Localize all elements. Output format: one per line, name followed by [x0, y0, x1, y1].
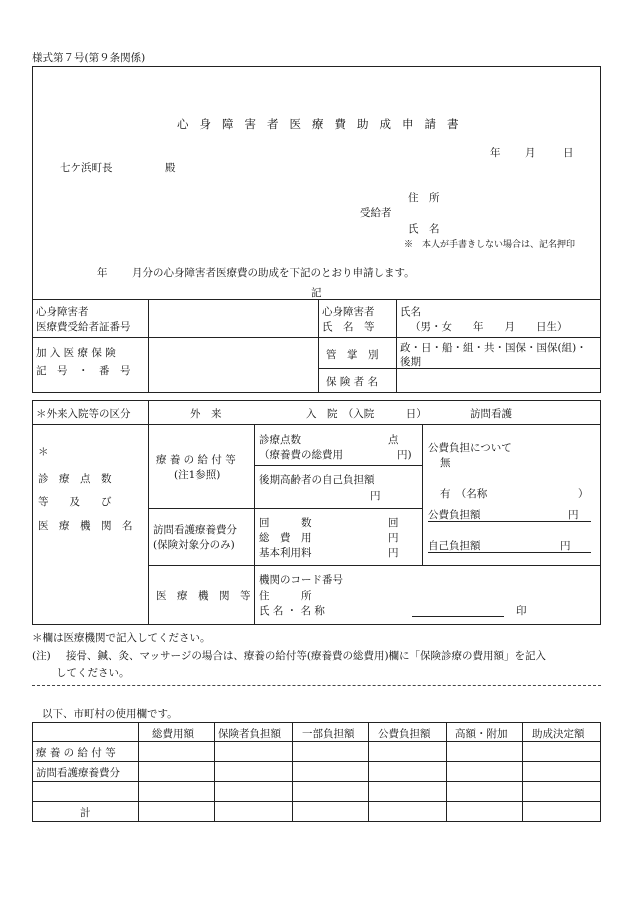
col-header-decision: 助成決定額 [532, 728, 585, 740]
cert-label-1: 心身障害者 [36, 306, 89, 318]
public-yes-close: ） [578, 488, 589, 500]
mayor-name: 七ケ浜町長 [60, 162, 113, 174]
left-label-2: 等 及 び [38, 496, 112, 508]
office-vline-2 [214, 722, 215, 821]
office-vline-6 [522, 722, 523, 821]
visit-vline-3 [422, 424, 423, 565]
benefit-label-1: 療 養 の 給 付 等 [156, 454, 236, 466]
visit-vline-2 [254, 424, 255, 624]
info-line-2 [32, 337, 601, 338]
office-line-4 [32, 801, 601, 802]
office-line-5 [32, 821, 601, 822]
inst-name-label: 氏 名 ・ 名 称 [259, 605, 325, 617]
office-line-2 [32, 761, 601, 762]
office-vline-1 [138, 722, 139, 821]
inpatient-option: 入 院 （入院 日） [306, 408, 427, 420]
total-label: 総 費 用 [259, 532, 312, 544]
jurisdiction-options-2: 後期 [400, 356, 421, 368]
ki-mark: 記 [311, 287, 322, 299]
visit-right [600, 400, 601, 624]
note-2-cont: してください。 [56, 667, 130, 679]
elderly-unit: 円 [370, 490, 381, 502]
frame-right [600, 66, 601, 393]
page-title: 心身障害者医療費助成申請書 [177, 117, 470, 131]
date-day: 日 [563, 147, 574, 159]
left-label-3: 医 療 機 関 名 [38, 520, 133, 532]
inst-name-underline [412, 616, 504, 617]
institution-label: 医 療 機 関 等 [156, 590, 251, 602]
office-vline-3 [292, 722, 293, 821]
request-text: 月分の心身障害者医療費の助成を下記のとおり申請します。 [132, 267, 415, 279]
person-label-1: 心身障害者 [322, 306, 375, 318]
col-header-partial-share: 一部負担額 [302, 728, 355, 740]
info-vline-2 [318, 299, 319, 392]
info-line-1 [32, 299, 601, 300]
seal-mark: 印 [516, 605, 527, 617]
info-line-3 [318, 368, 601, 369]
left-asterisk: ＊ [38, 446, 49, 458]
inst-address-label: 住 所 [259, 590, 312, 602]
office-line-0 [32, 722, 601, 723]
col-header-public-share: 公費負担額 [378, 728, 431, 740]
total-cost-unit: 円) [397, 449, 412, 461]
visit-vline-1 [148, 400, 149, 624]
category-label: ＊外来入院等の区分 [36, 408, 131, 420]
insurer-label: 保 険 者 名 [326, 376, 379, 388]
office-vline-5 [446, 722, 447, 821]
public-amount-unit: 円 [568, 509, 579, 521]
request-year: 年 [97, 267, 108, 279]
visit-top [32, 400, 601, 401]
office-vline-4 [368, 722, 369, 821]
home-nursing-option: 訪問看護 [470, 408, 512, 420]
col-header-insurer-share: 保険者負担額 [218, 728, 281, 740]
signature-note: ※ 本人が手書きしない場合は、記名押印 [404, 240, 576, 250]
recipient-label: 受給者 [360, 207, 392, 219]
public-yes: 有 （名称 [440, 488, 488, 500]
office-line-3 [32, 781, 601, 782]
visit-line-3 [148, 508, 422, 509]
info-vline-3 [396, 299, 397, 392]
nursing-label-1: 訪問看護療養費分 [153, 524, 237, 536]
times-label: 回 数 [259, 517, 312, 529]
date-year: 年 [490, 147, 501, 159]
visit-bottom [32, 624, 601, 625]
visit-line-2 [254, 465, 422, 466]
public-amount-underline [428, 521, 591, 522]
elderly-label: 後期高齢者の自己負担額 [259, 474, 375, 486]
note-2-mark: (注) [32, 650, 51, 662]
col-header-high-cost: 高額・附加 [455, 728, 508, 740]
name-prefix: 氏名 [400, 306, 421, 318]
row-label-total: 計 [80, 807, 91, 819]
honorific: 殿 [165, 162, 176, 174]
public-about: 公費負担について [428, 442, 512, 454]
frame-top [32, 66, 601, 67]
frame-left [32, 66, 33, 393]
self-amount-unit: 円 [560, 540, 571, 552]
total-cost-label: （療養費の総費用 [259, 449, 343, 461]
col-header-total-cost: 総費用額 [152, 728, 194, 740]
points-label: 診療点数 [259, 434, 301, 446]
outpatient-option: 外 来 [190, 408, 222, 420]
base-fee-unit: 円 [388, 547, 399, 559]
self-amount-label: 自己負担額 [428, 540, 481, 552]
insurance-label-2: 記 号 ・ 番 号 [36, 365, 131, 377]
code-label: 機関のコード番号 [259, 574, 343, 586]
jurisdiction-label: 管 掌 別 [326, 349, 379, 361]
base-fee-label: 基本利用料 [259, 547, 312, 559]
points-unit: 点 [388, 434, 399, 446]
office-vline-0 [32, 722, 33, 821]
address-label: 住 所 [408, 192, 440, 204]
times-unit: 回 [388, 517, 399, 529]
office-vline-7 [600, 722, 601, 821]
public-none: 無 [440, 457, 451, 469]
visit-left [32, 400, 33, 624]
jurisdiction-options-1: 政・日・船・組・共・国保・国保(組)・ [400, 342, 587, 354]
info-vline-1 [148, 299, 149, 392]
nursing-label-2: (保険対象分のみ) [153, 539, 235, 551]
self-amount-underline [428, 552, 591, 553]
total-unit: 円 [388, 532, 399, 544]
cut-line [32, 685, 601, 686]
row-label-benefit: 療 養 の 給 付 等 [36, 747, 116, 759]
visit-line-1 [32, 424, 601, 425]
info-line-4 [32, 392, 601, 393]
visit-line-4 [148, 565, 601, 566]
date-month: 月 [525, 147, 536, 159]
person-label-2: 氏 名 等 [322, 321, 375, 333]
public-amount-label: 公費負担額 [428, 509, 481, 521]
row-label-nursing: 訪問看護療養費分 [36, 767, 120, 779]
name-label: 氏 名 [408, 223, 440, 235]
office-intro: 以下、市町村の使用欄です。 [42, 708, 178, 720]
form-label: 様式第７号(第９条関係) [32, 52, 146, 64]
note-2-text: 接骨、鍼、灸、マッサージの場合は、療養の給付等(療養費の総費用)欄に「保険診療の費用額」を記入 [66, 650, 547, 662]
gender-dob: （男・女 年 月 日生） [410, 321, 568, 333]
left-label-1: 診 療 点 数 [38, 473, 112, 485]
cert-label-2: 医療費受給者証番号 [36, 321, 131, 333]
note-1: ＊欄は医療機関で記入してください。 [32, 632, 211, 644]
office-line-1 [32, 741, 601, 742]
benefit-label-2: (注1参照) [174, 469, 221, 481]
insurance-label-1: 加 入 医 療 保 険 [36, 347, 116, 359]
